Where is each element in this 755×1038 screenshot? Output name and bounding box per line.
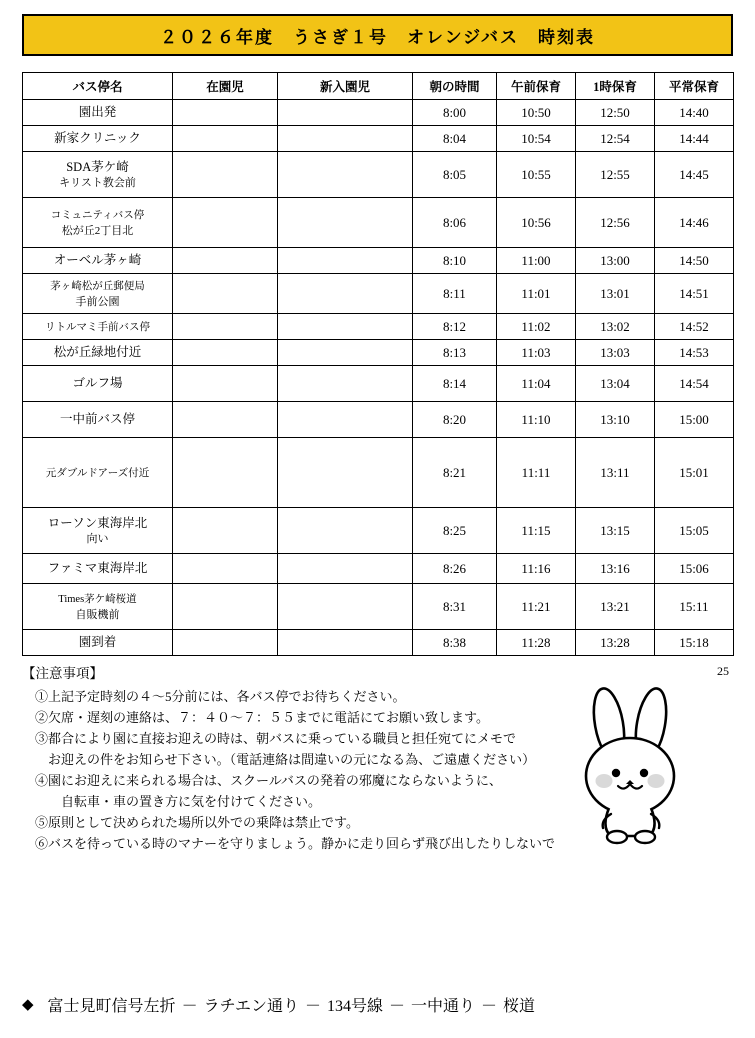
notes-section	[22, 662, 733, 854]
table-row	[23, 402, 734, 438]
cell-asa-time: 8:05	[413, 152, 497, 198]
cell-zaien	[173, 152, 278, 198]
document-page	[0, 14, 755, 1038]
column-header-shin: 新入園児	[278, 73, 413, 100]
cell-shin	[278, 438, 413, 508]
cell-shin	[278, 508, 413, 554]
table-row	[23, 198, 734, 248]
stop-name-line1: リトルマミ手前バス停	[45, 321, 150, 333]
cell-stop-name	[23, 152, 173, 198]
cell-shin	[278, 274, 413, 314]
cell-heijo-time: 15:18	[655, 630, 734, 656]
cell-shin	[278, 402, 413, 438]
stop-name-line1: ファミマ東海岸北	[47, 561, 148, 576]
cell-ichiji-time: 13:15	[576, 508, 655, 554]
cell-gozen-time: 11:28	[497, 630, 576, 656]
cell-asa-time: 8:10	[413, 248, 497, 274]
route-segment: 一中通り	[411, 998, 476, 1015]
cell-zaien	[173, 100, 278, 126]
cell-ichiji-time: 13:21	[576, 584, 655, 630]
page-number: 25	[717, 664, 729, 678]
cell-asa-time: 8:11	[413, 274, 497, 314]
notes-heading: 【注意事項】	[22, 666, 103, 681]
stop-name-line2: 自販機前	[75, 608, 120, 621]
column-header-asa: 朝の時間	[413, 73, 497, 100]
stop-name-line1: 松が丘緑地付近	[53, 345, 142, 360]
cell-zaien	[173, 584, 278, 630]
bus-timetable	[22, 72, 734, 656]
note-line: ②欠席・遅刻の連絡は、７：４０〜７：５５までに電話にてお願い致します。	[22, 710, 489, 726]
cell-heijo-time: 15:11	[655, 584, 734, 630]
table-row	[23, 630, 734, 656]
cell-heijo-time: 15:05	[655, 508, 734, 554]
cell-gozen-time: 11:15	[497, 508, 576, 554]
route-segment: 富士見町信号左折	[47, 998, 176, 1015]
cell-gozen-time: 11:16	[497, 554, 576, 584]
cell-stop-name	[23, 584, 173, 630]
title-banner	[22, 14, 733, 56]
cell-stop-name	[23, 438, 173, 508]
table-row	[23, 314, 734, 340]
route-segments	[48, 993, 536, 1016]
cell-shin	[278, 198, 413, 248]
route-separator: －	[181, 998, 198, 1015]
cell-stop-name	[23, 402, 173, 438]
cell-shin	[278, 630, 413, 656]
column-header-zaien: 在園児	[173, 73, 278, 100]
cell-gozen-time: 11:11	[497, 438, 576, 508]
cell-ichiji-time: 13:00	[576, 248, 655, 274]
route-footer	[22, 993, 733, 1016]
cell-heijo-time: 14:44	[655, 126, 734, 152]
cell-zaien	[173, 630, 278, 656]
cell-asa-time: 8:06	[413, 198, 497, 248]
cell-shin	[278, 152, 413, 198]
cell-gozen-time: 11:00	[497, 248, 576, 274]
cell-zaien	[173, 314, 278, 340]
stop-name-line1: オーベル茅ヶ崎	[53, 253, 142, 268]
cell-asa-time: 8:25	[413, 508, 497, 554]
cell-ichiji-time: 12:56	[576, 198, 655, 248]
cell-asa-time: 8:13	[413, 340, 497, 366]
timetable-body	[23, 100, 734, 656]
column-header-stop: バス停名	[23, 73, 173, 100]
table-row	[23, 508, 734, 554]
cell-zaien	[173, 508, 278, 554]
route-segment: ラチエン通り	[203, 998, 299, 1015]
cell-gozen-time: 11:03	[497, 340, 576, 366]
cell-heijo-time: 14:40	[655, 100, 734, 126]
note-line: お迎えの件をお知らせ下さい。（電話連絡は間違いの元になる為、ご遠慮ください）	[22, 752, 536, 768]
table-row	[23, 438, 734, 508]
rabbit-illustration	[547, 680, 715, 848]
cell-shin	[278, 340, 413, 366]
cell-ichiji-time: 13:04	[576, 366, 655, 402]
stop-name-line1: ローソン東海岸北	[47, 515, 148, 530]
route-segment: 134号線	[326, 998, 383, 1015]
cell-stop-name	[23, 126, 173, 152]
cell-ichiji-time: 13:10	[576, 402, 655, 438]
table-row	[23, 100, 734, 126]
cell-asa-time: 8:20	[413, 402, 497, 438]
cell-shin	[278, 100, 413, 126]
table-header-row	[23, 73, 734, 100]
cell-asa-time: 8:26	[413, 554, 497, 584]
note-line: ④園にお迎えに来られる場合は、スクールバスの発着の邪魔にならないように、	[22, 773, 502, 789]
route-segment: 桜道	[503, 998, 536, 1015]
diamond-icon: ◆	[22, 997, 34, 1013]
cell-stop-name	[23, 508, 173, 554]
table-row	[23, 274, 734, 314]
cell-ichiji-time: 13:28	[576, 630, 655, 656]
stop-name-line2: 松が丘2丁目北	[61, 224, 134, 237]
cell-heijo-time: 14:46	[655, 198, 734, 248]
stop-name-line2: キリスト教会前	[59, 176, 136, 189]
route-separator: －	[388, 998, 405, 1015]
cell-ichiji-time: 12:54	[576, 126, 655, 152]
column-header-ichiji: 1時保育	[576, 73, 655, 100]
stop-name-line1: コミュニティバス停	[50, 210, 145, 222]
cell-zaien	[173, 402, 278, 438]
note-line: 自転車・車の置き方に気を付けてください。	[22, 794, 322, 810]
cell-gozen-time: 11:10	[497, 402, 576, 438]
table-row	[23, 366, 734, 402]
cell-ichiji-time: 13:11	[576, 438, 655, 508]
cell-stop-name	[23, 340, 173, 366]
cell-gozen-time: 11:21	[497, 584, 576, 630]
cell-heijo-time: 14:50	[655, 248, 734, 274]
cell-stop-name	[23, 554, 173, 584]
cell-zaien	[173, 366, 278, 402]
cell-gozen-time: 10:54	[497, 126, 576, 152]
cell-stop-name	[23, 314, 173, 340]
cell-gozen-time: 11:01	[497, 274, 576, 314]
cell-gozen-time: 11:02	[497, 314, 576, 340]
cell-stop-name	[23, 274, 173, 314]
stop-name-line1: 園出発	[78, 105, 117, 120]
stop-name-line1: SDA茅ケ崎	[66, 159, 129, 174]
cell-ichiji-time: 13:03	[576, 340, 655, 366]
stop-name-line1: 茅ヶ崎松が丘郵便局	[50, 281, 145, 293]
cell-shin	[278, 248, 413, 274]
note-line: ⑥バスを待っている時のマナーを守りましょう。静かに走り回らず飛び出したりしないで	[22, 836, 556, 852]
cell-stop-name	[23, 198, 173, 248]
cell-stop-name	[23, 630, 173, 656]
cell-heijo-time: 14:53	[655, 340, 734, 366]
cell-shin	[278, 584, 413, 630]
stop-name-line1: ゴルフ場	[72, 376, 123, 391]
cell-asa-time: 8:14	[413, 366, 497, 402]
table-row	[23, 554, 734, 584]
cell-asa-time: 8:00	[413, 100, 497, 126]
table-row	[23, 584, 734, 630]
cell-asa-time: 8:31	[413, 584, 497, 630]
cell-zaien	[173, 198, 278, 248]
cell-asa-time: 8:38	[413, 630, 497, 656]
cell-stop-name	[23, 100, 173, 126]
stop-name-line1: 園到着	[78, 635, 117, 650]
page-title: ２０２６年度 うさぎ１号 オレンジバス 時刻表	[160, 27, 595, 47]
cell-gozen-time: 10:50	[497, 100, 576, 126]
cell-heijo-time: 15:06	[655, 554, 734, 584]
cell-shin	[278, 366, 413, 402]
column-header-heijo: 平常保育	[655, 73, 734, 100]
cell-zaien	[173, 438, 278, 508]
cell-zaien	[173, 274, 278, 314]
note-line: ⑤原則として決められた場所以外での乗降は禁止です。	[22, 815, 359, 831]
note-line: ①上記予定時刻の４〜5分前には、各バス停でお待ちください。	[22, 689, 406, 704]
cell-gozen-time: 10:55	[497, 152, 576, 198]
cell-gozen-time: 10:56	[497, 198, 576, 248]
cell-stop-name	[23, 366, 173, 402]
cell-asa-time: 8:21	[413, 438, 497, 508]
cell-shin	[278, 126, 413, 152]
table-row	[23, 248, 734, 274]
table-row	[23, 152, 734, 198]
cell-zaien	[173, 554, 278, 584]
route-separator: －	[481, 998, 498, 1015]
cell-asa-time: 8:04	[413, 126, 497, 152]
cell-heijo-time: 15:00	[655, 402, 734, 438]
cell-heijo-time: 14:54	[655, 366, 734, 402]
stop-name-line2: 手前公園	[75, 295, 120, 308]
cell-shin	[278, 314, 413, 340]
route-separator: －	[304, 998, 321, 1015]
cell-gozen-time: 11:04	[497, 366, 576, 402]
cell-zaien	[173, 340, 278, 366]
column-header-gozen: 午前保育	[497, 73, 576, 100]
cell-shin	[278, 554, 413, 584]
cell-ichiji-time: 13:01	[576, 274, 655, 314]
cell-ichiji-time: 13:02	[576, 314, 655, 340]
note-line: ③都合により園に直接お迎えの時は、朝バスに乗っている職員と担任宛てにメモで	[22, 731, 517, 747]
cell-heijo-time: 14:45	[655, 152, 734, 198]
cell-zaien	[173, 248, 278, 274]
stop-name-line1: 元ダブルドアーズ付近	[45, 467, 150, 479]
stop-name-line1: 一中前バス停	[59, 412, 135, 427]
cell-asa-time: 8:12	[413, 314, 497, 340]
cell-heijo-time: 14:52	[655, 314, 734, 340]
cell-ichiji-time: 12:50	[576, 100, 655, 126]
cell-heijo-time: 14:51	[655, 274, 734, 314]
table-row	[23, 126, 734, 152]
cell-zaien	[173, 126, 278, 152]
stop-name-line1: 新家クリニック	[54, 131, 141, 146]
cell-heijo-time: 15:01	[655, 438, 734, 508]
table-row	[23, 340, 734, 366]
cell-ichiji-time: 12:55	[576, 152, 655, 198]
timetable-header	[23, 73, 734, 100]
cell-ichiji-time: 13:16	[576, 554, 655, 584]
stop-name-line1: Times茅ケ崎桜道	[58, 594, 137, 606]
cell-stop-name	[23, 248, 173, 274]
stop-name-line2: 向い	[86, 532, 109, 545]
